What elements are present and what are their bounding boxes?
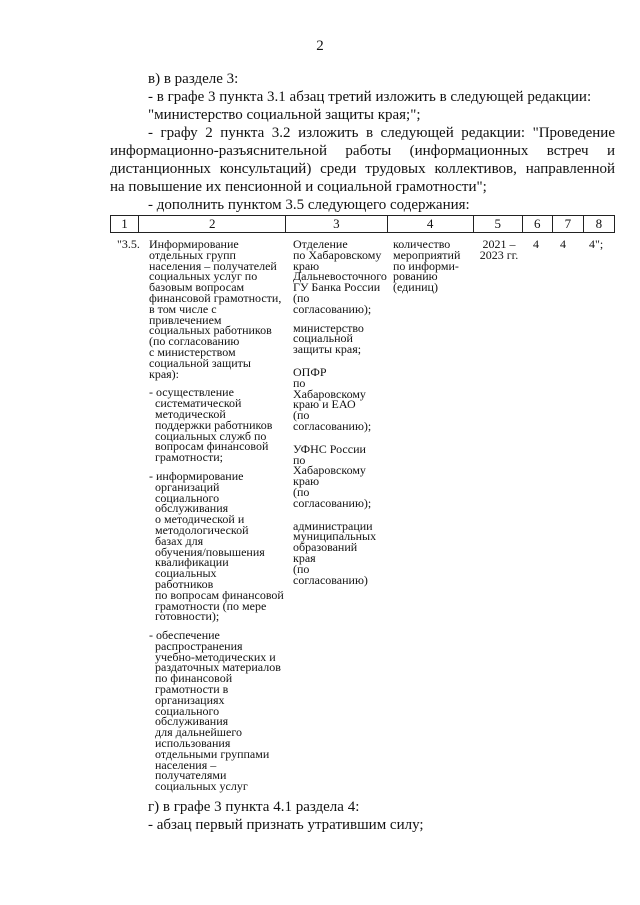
indicator-cell: количество мероприятий по информи- рованию (единиц)	[393, 237, 461, 295]
col-header-1: 1	[111, 216, 139, 233]
col-header-7: 7	[552, 216, 583, 233]
table-header	[110, 215, 615, 233]
executor-bank: Отделение по Хабаровскому краю Дальневосточного ГУ Банка России (по согласованию);	[293, 237, 387, 316]
col-header-6: 6	[522, 216, 552, 233]
col-header-3: 3	[286, 216, 387, 233]
executor-ministry: министерство социальной защиты края;	[293, 320, 364, 357]
text-line-section3: в) в разделе 3:	[148, 71, 239, 87]
measure-item-distribute: - обеспечение распространения учебно-методических и раздаточных материалов по финансовой грамотности в организациях социального обслуживания для дальнейшего использования отдельными группами населения – получателями социальных услуг	[149, 628, 281, 794]
text-line-item-3-2: - графу 2 пункта 3.2 изложить в следующей редакции: "Проведение	[148, 125, 615, 141]
measure-item-support: - осуществление систематической методической поддержки работников социальных служб по вопросам финансовой грамотности;	[149, 385, 273, 465]
col-header-5: 5	[473, 216, 522, 233]
period-cell: 2021 – 2023 гг.	[479, 237, 519, 262]
text-line-section4: г) в графе 3 пункта 4.1 раздела 4:	[148, 799, 360, 815]
col-header-4: 4	[387, 216, 473, 233]
text-line-quote-ministry: "министерство социальной защиты края;";	[148, 107, 421, 123]
measure-item-inform: - информирование организаций социального обслуживания о методической и методологической базах для обучения/повышения квалификации социальных работников по вопросам финансовой грамотности (по мере готовности);	[149, 468, 284, 624]
page-number: 2	[316, 38, 324, 54]
text-line-item-3-2-cont2: дистанционных консультаций) среди трудовых коллективов, направленной	[110, 161, 615, 177]
text-line-item-3-2-cont3: на повышение их пенсионной и социальной грамотности";	[110, 179, 487, 195]
text-line-item-3-1: - в графе 3 пункта 3.1 абзац третий изложить в следующей редакции:	[148, 89, 592, 105]
value-2022-cell: 4	[560, 237, 566, 251]
value-2023-cell: 4";	[589, 237, 604, 251]
executor-opfr: ОПФР по Хабаровскому краю и ЕАО (по согласованию);	[293, 364, 372, 433]
text-line-add-3-5: - дополнить пунктом 3.5 следующего содержания:	[148, 197, 470, 213]
text-line-item-3-2-cont1: информационно-разъяснительной работы (информационных встреч и	[110, 143, 615, 159]
col-header-8: 8	[583, 216, 614, 233]
col-header-2: 2	[139, 216, 286, 233]
text-line-paragraph-void: - абзац первый признать утратившим силу;	[148, 817, 424, 833]
executors-cell	[293, 239, 393, 585]
measure-cell	[149, 239, 289, 792]
measure-intro: Информирование отдельных групп населения – получателей социальных услуг по базовым вопросам финансовой грамотности, в том числе с привлечением социальных работников (по согласованию с министерством социальной защиты края):	[149, 237, 282, 381]
value-2021-cell: 4	[533, 237, 539, 251]
executor-ufns: УФНС России по Хабаровскому краю (по согласованию);	[293, 441, 372, 510]
executor-municipal: администрации муниципальных образований края (по согласованию)	[293, 518, 377, 587]
row-number: "3.5.	[117, 237, 140, 251]
